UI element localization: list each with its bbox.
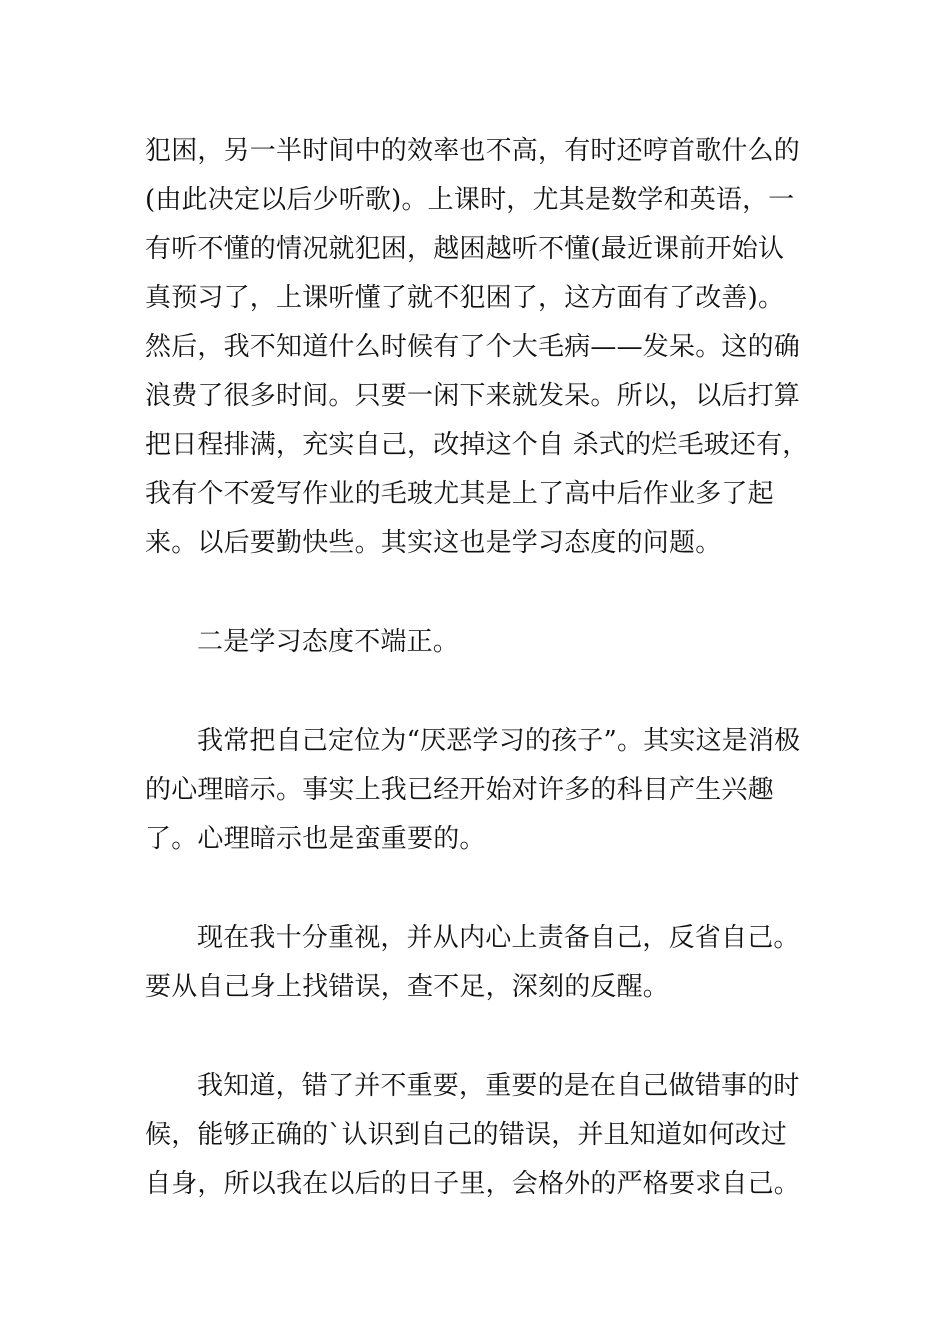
paragraph-gap bbox=[145, 864, 810, 914]
paragraph-gap bbox=[145, 568, 810, 618]
paragraph-4: 现在我十分重视，并从内心上责备自己，反省自己。要从自己身上找错误，查不足，深刻的反醒。 bbox=[145, 923, 800, 1002]
document-body bbox=[145, 127, 810, 1209]
paragraph-5: 我知道，错了并不重要，重要的是在自己做错事的时候，能够正确的`认识到自己的错误，并且知道如何改过自身，所以我在以后的日子里，会格外的严格要求自己。 bbox=[145, 1071, 801, 1199]
paragraph-2: 二是学习态度不端正。 bbox=[197, 627, 460, 657]
paragraph-gap bbox=[145, 667, 810, 717]
paragraph-3: 我常把自己定位为“厌恶学习的孩子”。其实这是消极的心理暗示。事实上我已经开始对许多的科目产生兴趣了。心理暗示也是蛮重要的。 bbox=[145, 726, 801, 854]
paragraph-gap bbox=[145, 1012, 810, 1062]
paragraph-1: 犯困，另一半时间中的效率也不高，有时还哼首歌什么的(由此决定以后少听歌)。上课时，尤其是数学和英语，一有听不懂的情况就犯困，越困越听不懂(最近课前开始认真预习了，上课听懂了就不犯困了，这方面有了改善)。然后，我不知道什么时候有了个大毛病——发呆。这的确浪费了很多时间。只要一闲下来就发呆。所以，以后打算把日程排满，充实自己，改掉这个自 杀式的烂毛玻还有，我有个不爱写作业的毛玻尤其是上了高中后作业多了起来。以后要勤快些。其实这也是学习态度的问题。 bbox=[145, 136, 809, 558]
